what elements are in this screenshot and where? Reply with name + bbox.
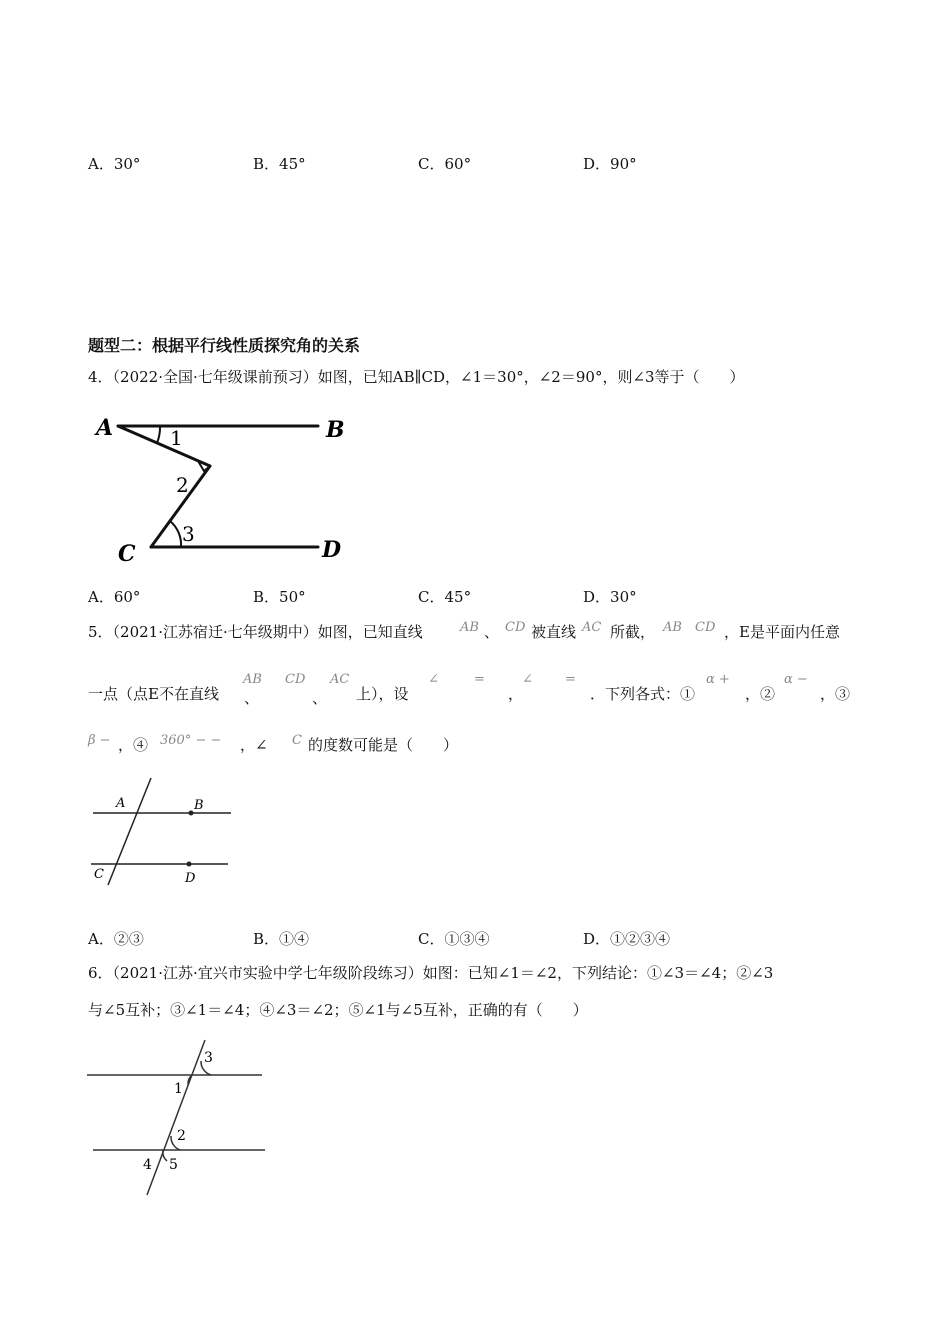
q5-line1-c: 所截， [610, 623, 656, 641]
q5-ab: AB [460, 620, 479, 635]
q5-line1-b: 被直线 [531, 623, 577, 641]
q5-line2-b: 上），设 [356, 685, 409, 703]
q5-formula2: α − [784, 672, 808, 687]
q5-label-a: A [116, 796, 126, 811]
q5-line3-a: ，④ [118, 736, 149, 754]
q3-option-d: D．90° [583, 155, 637, 173]
q5-point-b-dot [189, 811, 194, 816]
q5-comma1: ， [508, 685, 524, 703]
q5-line1-d: ，E是平面内任意 [724, 623, 840, 641]
q4-option-b: B．50° [253, 588, 306, 606]
q5-sep2: 、 [244, 689, 260, 707]
q5-angle1: ∠ [428, 672, 439, 687]
q5-formula4: 360° − − [160, 733, 222, 748]
q5-label-b: B [194, 798, 204, 813]
q5-ab3: AB [243, 672, 262, 687]
q3-option-a: A．30° [88, 155, 141, 173]
q5-line2-d: ，② [745, 685, 776, 703]
q6-angle-3: 3 [204, 1050, 213, 1066]
q5-ab2: AB [663, 620, 682, 635]
q6-angle-5: 5 [169, 1157, 178, 1173]
q4-label-c: C [118, 541, 136, 567]
q5-sep1: 、 [484, 623, 500, 641]
q5-option-d: D．①②③④ [583, 930, 671, 948]
q6-angle-2: 2 [177, 1128, 186, 1144]
q5-line2-c: ．下列各式：① [590, 685, 696, 703]
q5-line2-e: ，③ [820, 685, 851, 703]
q4-angle-1: 1 [170, 426, 183, 450]
q4-option-a: A．60° [88, 588, 141, 606]
q5-cd2: CD [695, 620, 716, 635]
q5-option-b: B．①④ [253, 930, 310, 948]
q5-label-c: C [94, 867, 104, 882]
q5-formula3: β − [88, 733, 111, 748]
q5-line3-b: ，∠ [240, 736, 268, 754]
q5-figure [88, 775, 238, 890]
q5-cd: CD [505, 620, 526, 635]
q5-cd3: CD [285, 672, 306, 687]
q5-option-c: C．①③④ [418, 930, 490, 948]
q4-figure [88, 405, 358, 570]
q4-option-c: C．45° [418, 588, 472, 606]
q5-line1-a: 5．（2021·江苏宿迁·七年级期中）如图，已知直线 [88, 623, 423, 641]
q6-line2: 与∠5互补；③∠1＝∠4；④∠3＝∠2；⑤∠1与∠5互补，正确的有（ ） [88, 1001, 588, 1019]
q5-ac: AC [582, 620, 602, 635]
q5-eq1: = [474, 672, 485, 687]
q4-label-b: B [326, 417, 345, 443]
q6-figure [85, 1035, 270, 1200]
q5-formula5: C [292, 733, 302, 748]
q3-option-c: C．60° [418, 155, 472, 173]
q5-eq2: = [565, 672, 576, 687]
section-heading: 题型二：根据平行线性质探究角的关系 [88, 336, 361, 355]
q3-option-b: B．45° [253, 155, 306, 173]
q4-angle-3: 3 [182, 522, 195, 546]
q6-angle-4: 4 [143, 1157, 152, 1173]
q5-ac3: AC [330, 672, 350, 687]
q5-option-a: A．②③ [88, 930, 144, 948]
q6-line1: 6．（2021·江苏·宜兴市实验中学七年级阶段练习）如图：已知∠1＝∠2，下列结论：①∠3＝∠4；②∠3 [88, 964, 774, 982]
q4-text: 4．（2022·全国·七年级课前预习）如图，已知AB∥CD，∠1＝30°，∠2＝90°，则∠3等于（ ） [88, 368, 745, 386]
q4-option-d: D．30° [583, 588, 637, 606]
q6-angle-1: 1 [174, 1081, 183, 1097]
q5-sep3: 、 [312, 689, 328, 707]
q5-line2-a: 一点（点E不在直线 [88, 685, 219, 703]
q5-point-d-dot [187, 862, 192, 867]
q5-formula1: α + [706, 672, 730, 687]
q4-label-d: D [322, 537, 342, 563]
q5-label-d: D [185, 871, 196, 886]
q4-label-a: A [96, 415, 114, 441]
q5-angle2: ∠ [522, 672, 533, 687]
q5-line3-c: 的度数可能是（ ） [308, 736, 459, 754]
q4-angle-2: 2 [176, 473, 189, 497]
